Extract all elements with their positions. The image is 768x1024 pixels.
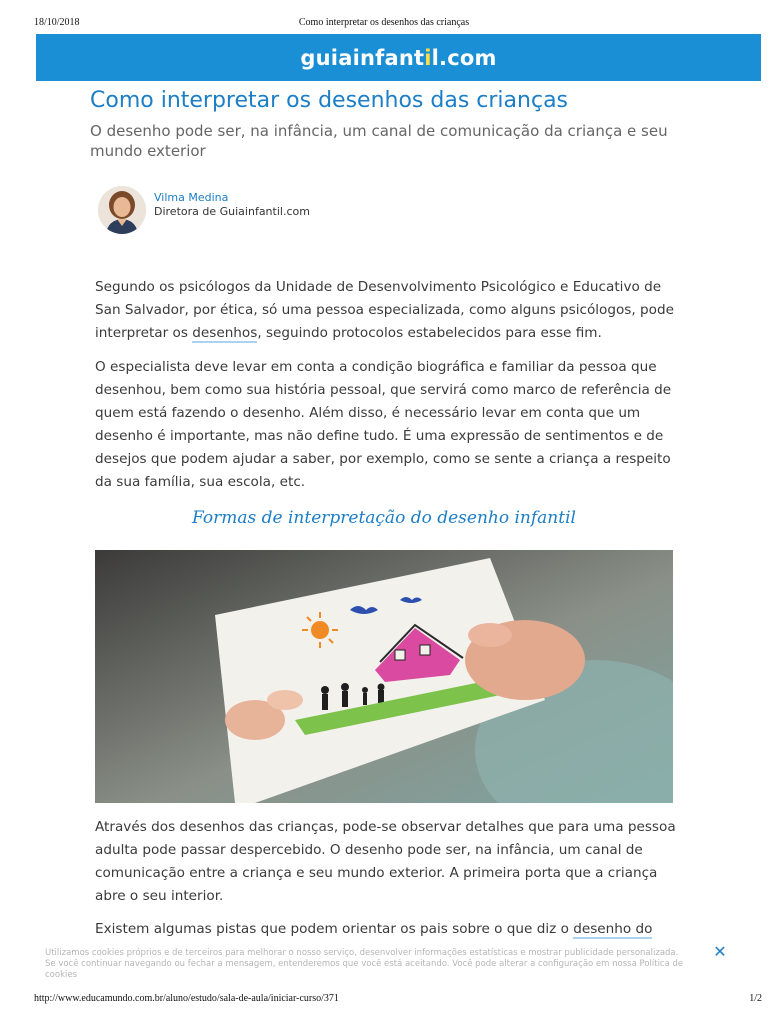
close-icon[interactable]: ✕ bbox=[713, 942, 727, 961]
author-avatar bbox=[98, 186, 146, 234]
print-footer bbox=[0, 993, 768, 1013]
site-logo[interactable]: guiainfantil.com bbox=[300, 45, 497, 70]
print-page-title: Como interpretar os desenhos das crianças bbox=[298, 17, 470, 28]
site-header-bar bbox=[36, 34, 761, 81]
desenhos-link[interactable]: desenhos bbox=[192, 325, 258, 341]
paragraph-4: Existem algumas pistas que podem orientar os pais sobre o que diz o desenho do bbox=[95, 921, 653, 937]
cookie-notice: Utilizamos cookies próprios e de terceiros para melhorar o nosso serviço, desenvolver informações estatísticas e mostrar publicidade personalizada. Se você continuar navegando ou fechar a mensagem, entenderemos que você está aceitando. Você pode alterar a configuração em nossa Política de cookies bbox=[45, 948, 684, 980]
paragraph-1: Segundo os psicólogos da Unidade de Desenvolvimento Psicológico e Educativo de San Salvador, por ética, só uma pessoa especializada, como alguns psicólogos, pode interpretar os desenhos, seguindo protocolos estabelecidos para esse fim. bbox=[95, 279, 674, 341]
print-date: 18/10/2018 bbox=[34, 17, 80, 28]
print-url: http://www.educamundo.com.br/aluno/estudo/sala-de-aula/iniciar-curso/371 bbox=[34, 993, 339, 1004]
article-title: Como interpretar os desenhos das crianças bbox=[90, 88, 569, 113]
article-subtitle: O desenho pode ser, na infância, um canal de comunicação da criança e seu mundo exterior bbox=[90, 122, 668, 160]
article-photo bbox=[95, 550, 673, 803]
paragraph-2: O especialista deve levar em conta a condição biográfica e familiar da pessoa que desenhou, bem como sua história pessoal, que servirá como marco de referência de quem está fazendo o desenho. Além disso, é necessário levar em conta que um desenho é importante, mas não define tudo. É uma expressão de sentimentos e de desejos que podem ajudar a saber, por exemplo, como se sente a criança a respeito da sua família, sua escola, etc. bbox=[95, 359, 672, 490]
print-header bbox=[0, 0, 768, 30]
paragraph-3: Através dos desenhos das crianças, pode-se observar detalhes que para uma pessoa adulta pode passar despercebido. O desenho pode ser, na infância, um canal de comunicação entre a criança e seu mundo exterior. A primeira porta que a criança abre o seu interior. bbox=[95, 819, 676, 904]
author-name[interactable]: Vilma Medina bbox=[154, 191, 229, 204]
author-role: Diretora de Guiainfantil.com bbox=[154, 205, 310, 218]
print-page-number: 1/2 bbox=[749, 993, 762, 1004]
desenho-link[interactable]: desenho do bbox=[573, 921, 653, 937]
section-heading: Formas de interpretação do desenho infantil bbox=[192, 508, 576, 528]
